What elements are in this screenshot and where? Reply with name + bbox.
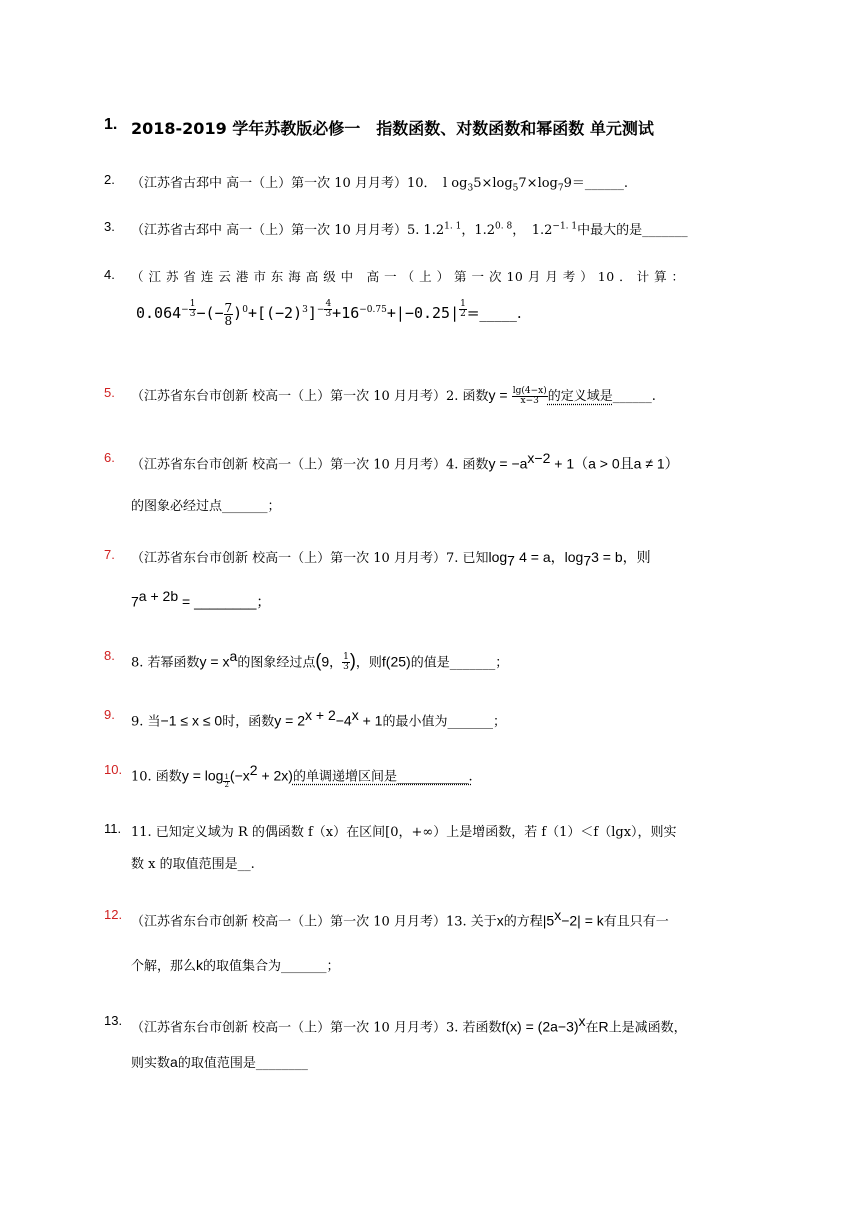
question-number: 9. [104,707,115,722]
question-number: 12. [104,907,123,922]
question-text: （江苏省东台市创新 校高一（上）第一次 10 月月考）4. 函数$y = -a^{x-2} + 1(a > 0$且a ≠ 1） [131,450,679,473]
question-number: 8. [104,648,115,663]
question-number: 5. [104,385,115,400]
question-number: 13. [104,1013,123,1028]
question-number: 3. [104,219,115,234]
question-text: 8. 若幂函数$y = x^a$的图象经过点(9， $\frac{1}{3}$ )，则f(25)的值是_______； [131,648,509,673]
question-11-continuation: 数 x 的取值范围是__. [131,857,255,872]
question-text: 10. 函数y = log $_{\frac{1}{2}}$ $(-x^2 + 2x)$的单调递增区间是___________. [131,762,473,789]
question-text: （ 江 苏 省 连 云 港 市 东 海 高 级 中 高 一 （ 上 ） 第 一 次 10 月 月 考 ） 10 ． 计 算 ： [131,269,685,284]
question-number: 6. [104,450,115,465]
question-text: 11. 已知定义域为 R 的偶函数 f（x）在区间[0，+∞）上是增函数，若 f（1）＜f（lgx），则实 [131,825,677,840]
page-title: 2018-2019 学年苏教版必修一 指数函数、对数函数和幂函数 单元测试 [131,119,654,138]
question-number: 4. [104,267,115,282]
question-text: （江苏省古邳中 高一（上）第一次 10 月月考）10． l $og_35\times\log_57\times\log_79=\_\_\_\_\_\_$. [131,176,629,194]
question-number: 7. [104,547,115,562]
question-text: （江苏省古邳中 高一（上）第一次 10 月月考）5. $1.2^{1. 1}$，$1.2^{0. 8}$， $1.2^{-1. 1}$中最大的是_______ [131,221,688,238]
question-12-continuation: 个解，那么k的取值集合为_______； [131,957,340,974]
question-text: （江苏省东台市创新 校高一（上）第一次 10 月月考）2. 函数y = $\frac{\lg(4-x)}{x-3}$ 的定义域是______. [131,386,656,406]
question-7-continuation: $7^{a + 2b}$ = ________； [131,588,271,610]
question-number: 10. [104,762,123,777]
question-6-continuation: 的图象必经过点_______； [131,499,281,514]
question-text: （江苏省东台市创新 校高一（上）第一次 10 月月考）7. 已知$\log_7 4 = a$，$\log_73 = b$，则 [131,549,651,569]
question-text: （江苏省东台市创新 校高一（上）第一次 10 月月考）13. 关于x的方程$|5^x-2| = k$有且只有一 [131,907,669,930]
question-text: （江苏省东台市创新 校高一（上）第一次 10 月月考）3. 若函数$f(x) = (2a-3)^x$在R上是减函数， [131,1013,687,1036]
question-number: 2. [104,172,115,187]
question-13-continuation: 则实数a的取值范围是________ [131,1054,308,1071]
question-text: 9. 当−1 ≤ x ≤ 0时，函数$y = 2^{x + 2}-4^x + 1$的最小值为_______； [131,707,506,730]
question-number: 11. [104,821,122,836]
question-4-expression: $0.064^{- \frac{1}{3}}$ −(− $\frac{7}{8}$ )$^0+[(-2)^3]^{- \frac{4}{3}}$ $+16^{-0.75}+|-0.25|$ $^{\frac{1}{2}}$ =_____. [136,299,522,328]
title-number: 1. [104,116,118,133]
